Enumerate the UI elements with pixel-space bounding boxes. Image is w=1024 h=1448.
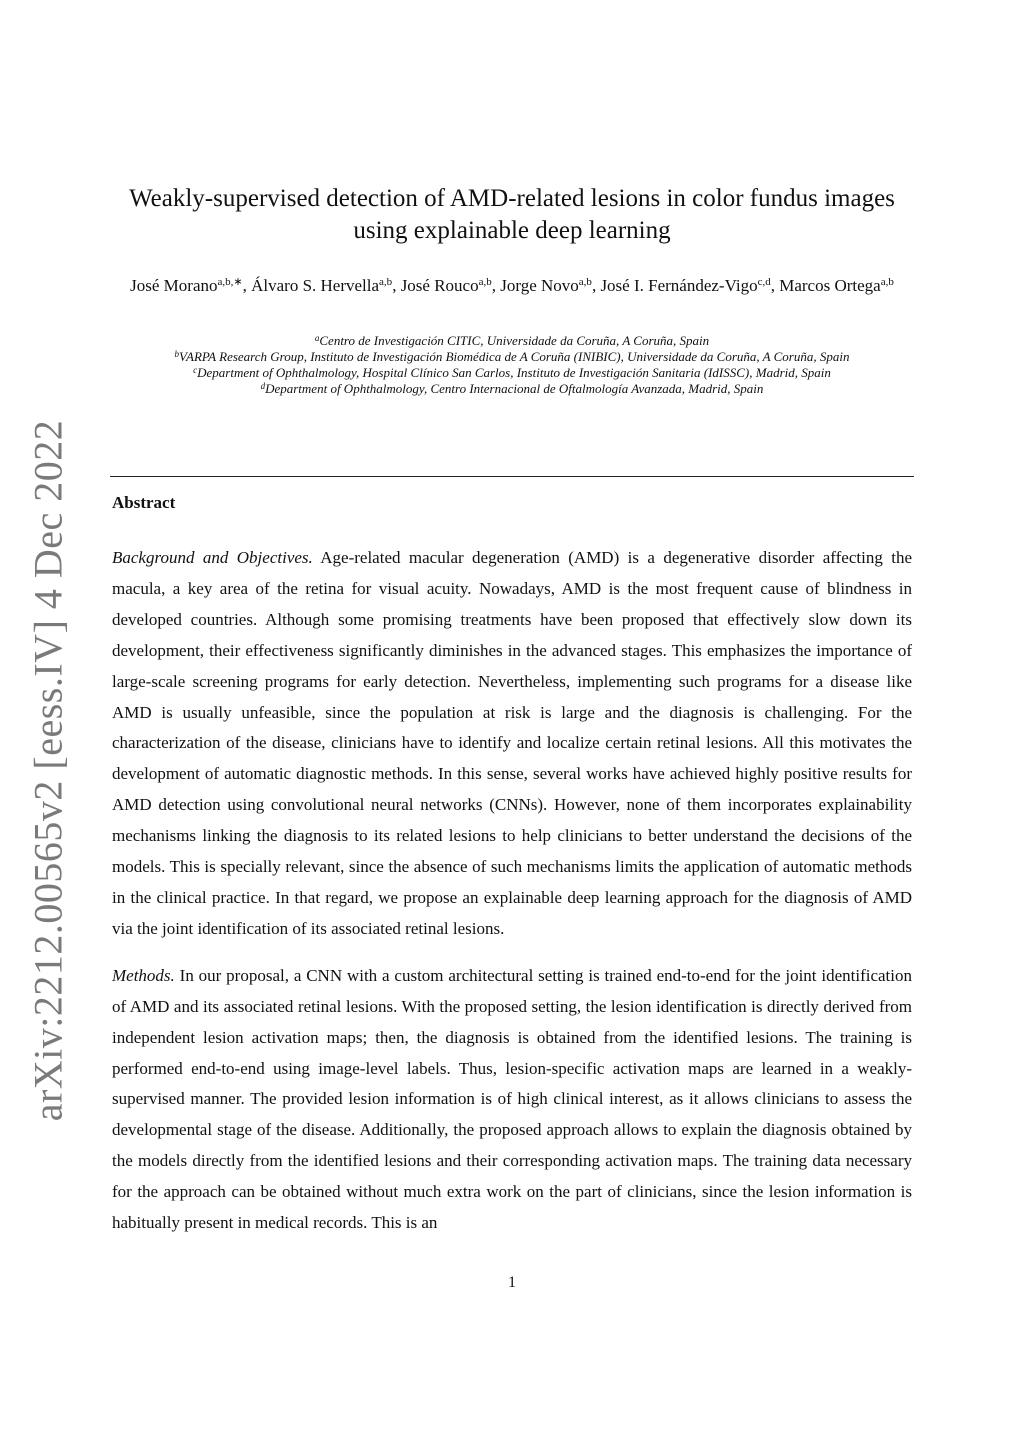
affiliation-list bbox=[100, 333, 924, 397]
author-name: Marcos Ortega bbox=[779, 276, 881, 295]
abstract-paragraph-background bbox=[112, 543, 912, 945]
header-divider bbox=[110, 476, 914, 477]
author-affiliation-marks: a,b bbox=[578, 276, 592, 288]
author-name: José Morano bbox=[130, 276, 218, 295]
abstract-body bbox=[112, 543, 912, 1239]
paragraph-text: Age-related macular degeneration (AMD) is a degenerative disorder affecting the macula, a key area of the retina for visual acuity. Nowadays, AMD is the most frequent cause of blindness in developed countries. Although some promising treatments have been proposed that effectively slow down its development, their effectiveness significantly diminishes in the advanced stages. This emphasizes the importance of large-scale screening programs for early detection. Nevertheless, implementing such programs for a disease like AMD is usually unfeasible, since the population at risk is large and the diagnosis is challenging. For the characterization of the disease, clinicians have to identify and localize certain retinal lesions. All this motivates the development of automatic diagnostic methods. In this sense, several works have achieved highly positive results for AMD detection using convolutional neural networks (CNNs). However, none of them incorporates explainability mechanisms linking the diagnosis to its related lesions to help clinicians to better understand the decisions of the models. This is specially relevant, since the absence of such mechanisms limits the application of automatic methods in the clinical practice. In that regard, we propose an explainable deep learning approach for the diagnosis of AMD via the joint identification of its associated retinal lesions. bbox=[112, 548, 912, 938]
author-affiliation-marks: a,b bbox=[478, 276, 492, 288]
author-name: Jorge Novo bbox=[500, 276, 579, 295]
affiliation bbox=[100, 381, 924, 397]
affiliation bbox=[100, 365, 924, 381]
affiliation-mark: a bbox=[314, 333, 320, 343]
author-list: José Morano$^{a,b,∗}$, Álvaro S. Hervella$^{a,b}$, José Rouco$^{a,b}$, Jorge Novo$^{a,b}$, José I. Fernández-Vigo$^{c,d}$, Marcos Ortega$^{a,b}$ bbox=[130, 276, 894, 295]
author-affiliation-marks: a,b bbox=[379, 276, 393, 288]
affiliation-text: Department of Ophthalmology, Hospital Clínico San Carlos, Instituto de Investigación Sanitaria (IdISSC), Madrid, Spain bbox=[197, 365, 831, 380]
abstract-heading: Abstract bbox=[112, 493, 176, 512]
arxiv-identifier-stamp bbox=[8, 419, 88, 1121]
affiliation bbox=[100, 333, 924, 349]
affiliation bbox=[100, 349, 924, 365]
arxiv-identifier-text: arXiv:2212.00565v2 [eess.IV] 4 Dec 2022 bbox=[25, 419, 71, 1121]
affiliation-text: Department of Ophthalmology, Centro Internacional de Oftalmología Avanzada, Madrid, Spain bbox=[265, 381, 764, 396]
affiliation-mark: c bbox=[193, 365, 198, 375]
author-name: José I. Fernández-Vigo bbox=[600, 276, 758, 295]
author-name: Álvaro S. Hervella bbox=[251, 276, 380, 295]
author-affiliation-marks: c,d bbox=[757, 276, 771, 288]
author-affiliation-marks: a,b,∗ bbox=[217, 276, 243, 288]
author-name: José Rouco bbox=[400, 276, 479, 295]
paragraph-label: Background and Objectives. bbox=[112, 548, 313, 567]
affiliation-mark: b bbox=[174, 349, 180, 359]
paragraph-text: In our proposal, a CNN with a custom architectural setting is trained end-to-end for the joint identification of AMD and its associated retinal lesions. With the proposed setting, the lesion identification is directly derived from independent lesion activation maps; then, the diagnosis is obtained from the identified lesions. The training is performed end-to-end using image-level labels. Thus, lesion-specific activation maps are learned in a weakly-supervised manner. The provided lesion information is of high clinical interest, as it allows clinicians to assess the developmental stage of the disease. Additionally, the proposed approach allows to explain the diagnosis obtained by the models directly from the identified lesions and their corresponding activation maps. The training data necessary for the approach can be obtained without much extra work on the part of clinicians, since the lesion information is habitually present in medical records. This is an bbox=[112, 965, 913, 1233]
paper-title: Weakly-supervised detection of AMD-related lesions in color fundus images using explainable deep learning bbox=[129, 185, 895, 244]
page-number: 1 bbox=[508, 1274, 516, 1291]
paragraph-label: Methods. bbox=[112, 965, 175, 985]
abstract-paragraph-methods bbox=[112, 961, 912, 1239]
affiliation-text: VARPA Research Group, Instituto de Investigación Biomédica de A Coruña (INIBIC), Universidade da Coruña, A Coruña, Spain bbox=[179, 349, 850, 364]
affiliation-text: Centro de Investigación CITIC, Universidade da Coruña, A Coruña, Spain bbox=[319, 333, 710, 348]
author-affiliation-marks: a,b bbox=[880, 276, 894, 288]
affiliation-mark: d bbox=[260, 381, 266, 391]
